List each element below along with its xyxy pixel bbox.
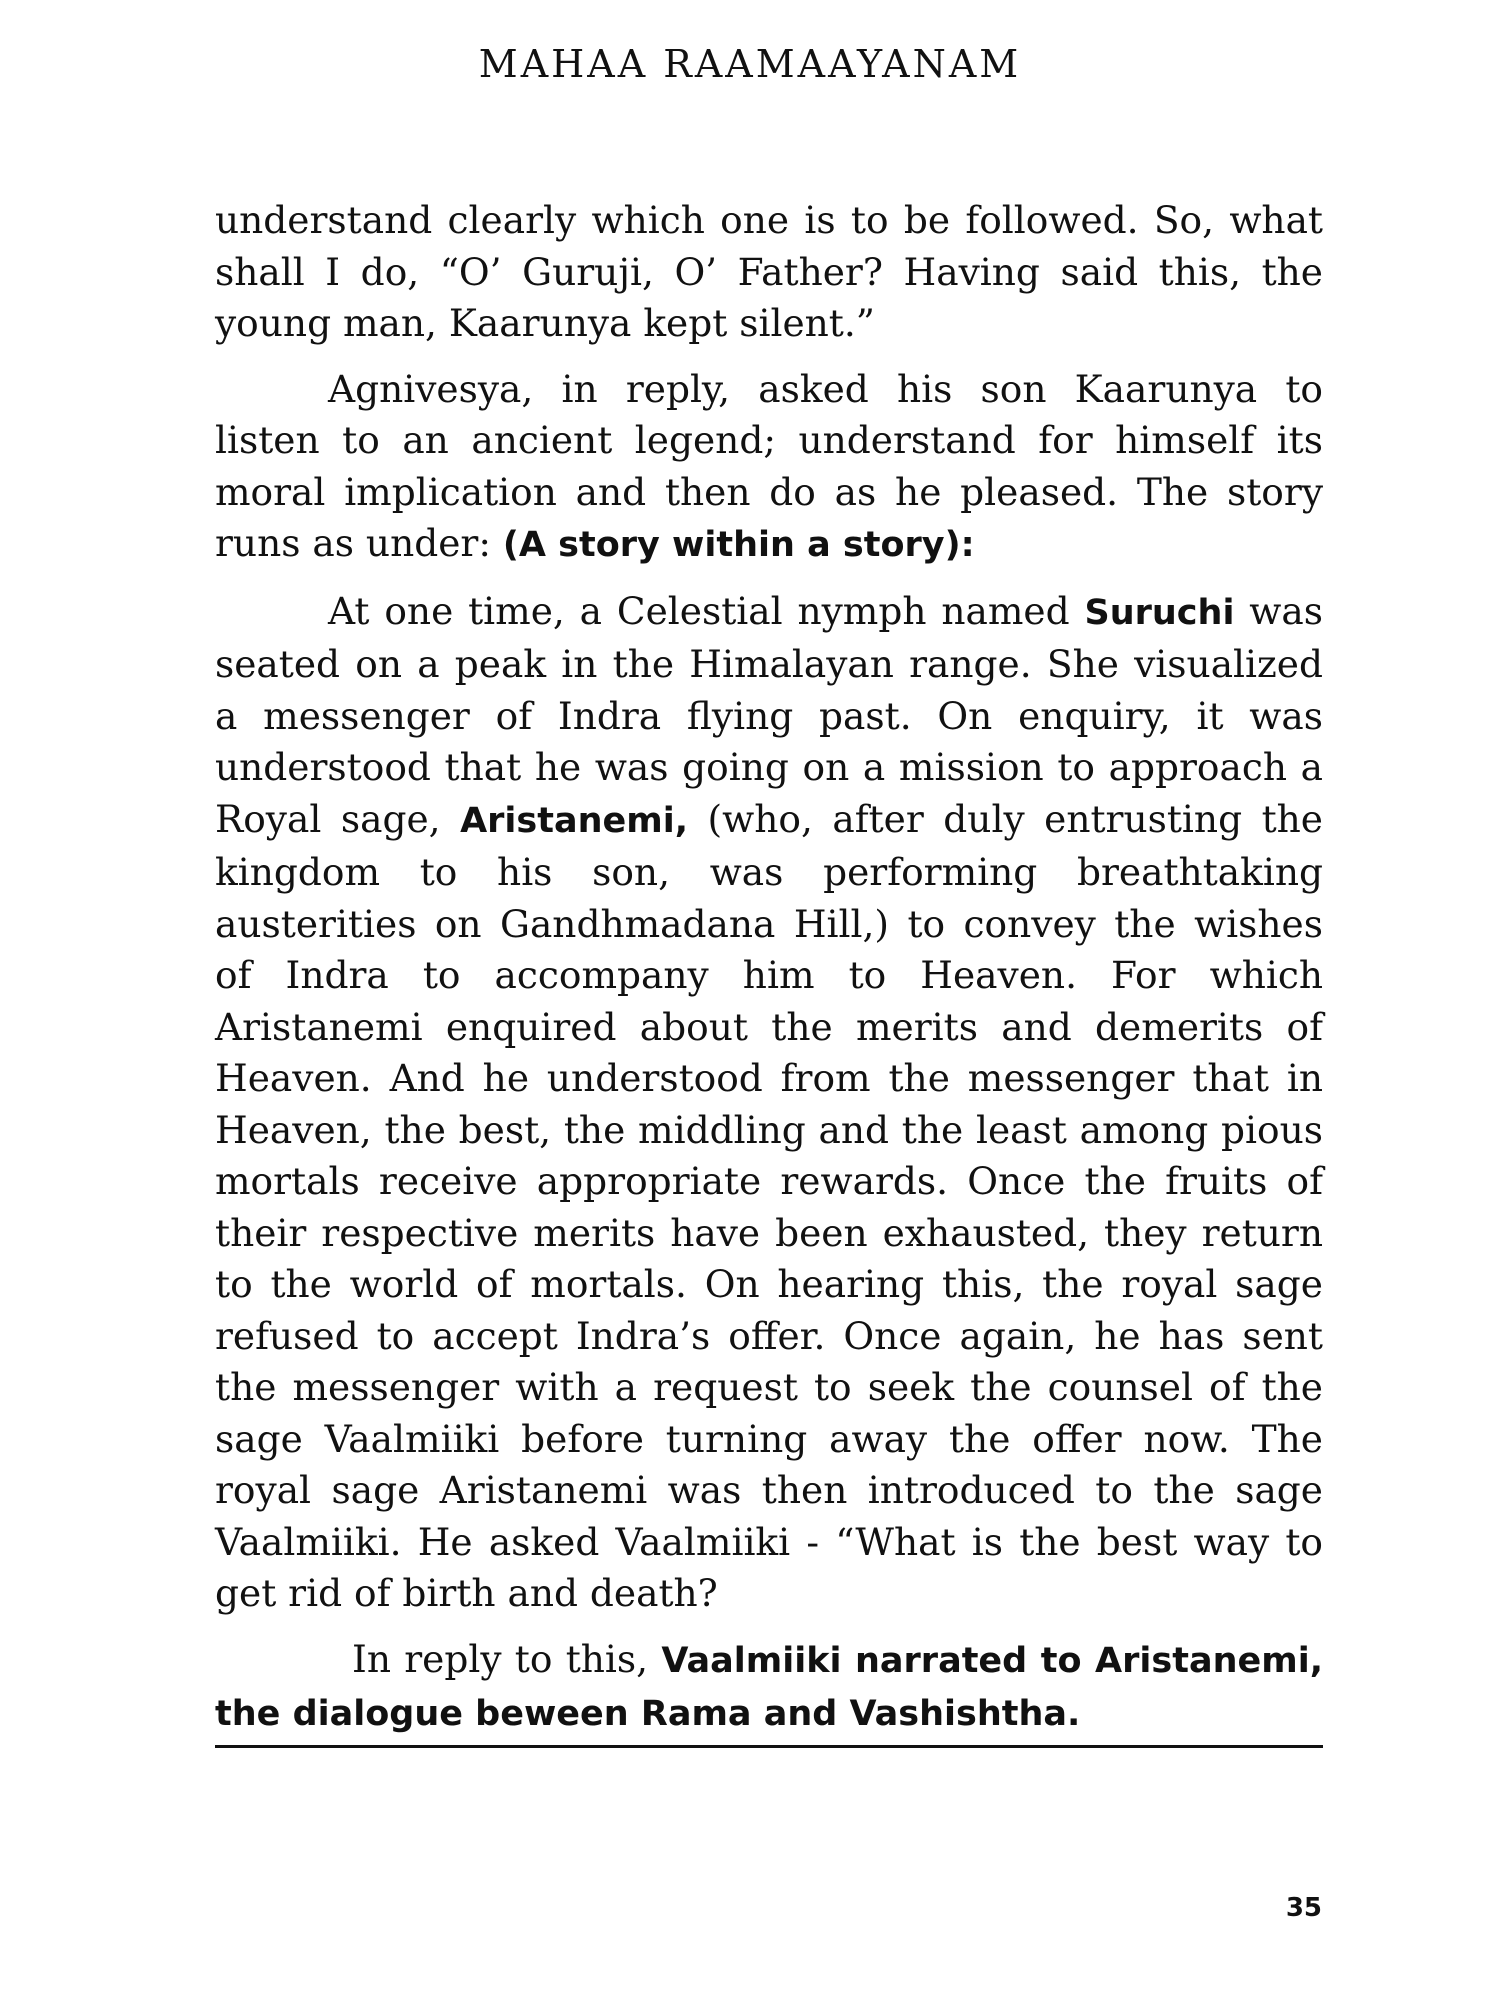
story-within-story-heading: (A story within a story):: [502, 525, 975, 565]
paragraph-4-text: In reply to this,: [352, 1636, 662, 1681]
paragraph-1-text: understand clearly which one is to be followed. So, what shall I do, “O’ Guruji, O’ Father? Having said this, the young man, Kaarunya kept silent.”: [215, 198, 1323, 345]
name-aristanemi: Aristanemi,: [460, 800, 689, 841]
paragraph-2-text: Agnivesya, in reply, asked his son Kaarunya to listen to an ancient legend; understand for himself its moral implication and then do as he pleased. The story runs as under:: [215, 366, 1323, 565]
paragraph-3-text-b: was seated on a peak in the Himalayan range. She visualized a messenger of Indra flying past. On enquiry, it was understood that he was going on a mission to approach a Royal sage,: [215, 588, 1323, 841]
paragraph-3-text-a: At one time, a Celestial nymph named: [328, 588, 1085, 633]
paragraph-4: [215, 1634, 1323, 1741]
body-text: [215, 195, 1323, 1755]
name-suruchi: Suruchi: [1084, 592, 1235, 633]
closing-bold-statement: Vaalmiiki narrated to Aristanemi, the dialogue beween Rama and Vashishtha.: [215, 1640, 1323, 1734]
paragraph-3: [215, 586, 1323, 1620]
page-number: 35: [1285, 1893, 1322, 1923]
running-title: MAHAA RAAMAAYANAM: [478, 42, 1022, 86]
paragraph-3-text-c: (who, after duly entrusting the kingdom to his son, was performing breathtaking austerities on Gandhmadana Hill,) to convey the wishes of Indra to accompany him to Heaven. For which Aristanemi enquired about the merits and demerits of Heaven. And he understood from the messenger that in Heaven, the best, the middling and the least among pious mortals receive appropriate rewards. Once the fruits of their respective merits have been exhausted, they return to the world of mortals. On hearing this, the royal sage refused to accept Indra’s offer. Once again, he has sent the messenger with a request to seek the counsel of the sage Vaalmiiki before turning away the offer now. The royal sage Aristanemi was then introduced to the sage Vaalmiiki. He asked Vaalmiiki - “What is the best way to get rid of birth and death?: [215, 796, 1323, 1615]
chapter-end-rule: [215, 1745, 1323, 1748]
paragraph-2: [215, 364, 1323, 572]
paragraph-1: [215, 195, 1323, 350]
